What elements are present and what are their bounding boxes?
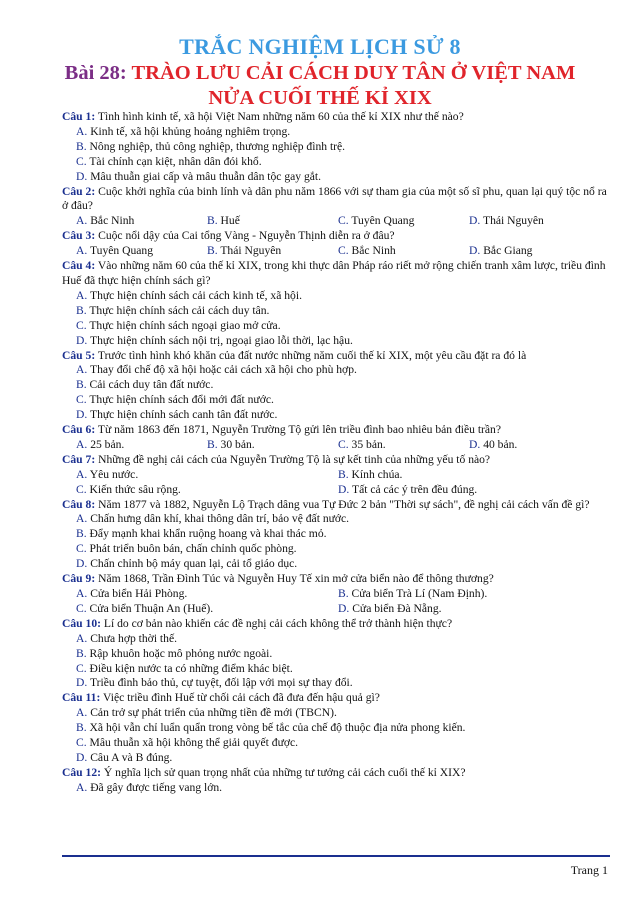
question-stem: Trước tình hình khó khăn của đất nước những năm cuối thế kỉ XIX, một yêu cầu đặt ra đó là	[97, 348, 527, 362]
lesson-prefix: Bài 28:	[64, 62, 127, 84]
answer-option	[76, 438, 207, 453]
question-text	[62, 766, 608, 781]
option-letter: B.	[76, 378, 87, 392]
option-text: Thay đổi chế độ xã hội hoặc cải cách xã hội cho phù hợp.	[89, 363, 357, 377]
answer-option	[469, 244, 600, 259]
question-text	[62, 617, 608, 632]
option-letter: C.	[76, 736, 87, 750]
option-text: Chấn chỉnh bộ máy quan lại, cải tổ giáo dục.	[90, 557, 298, 571]
answer-options	[76, 244, 608, 259]
option-letter: C.	[76, 318, 87, 332]
question-text	[62, 110, 608, 125]
option-letter: B.	[338, 587, 349, 600]
footer-divider	[62, 855, 610, 857]
answer-option	[76, 393, 274, 406]
question-text	[62, 498, 608, 513]
option-letter: D.	[76, 676, 88, 690]
option-text: Thực hiện chính sách cải cách duy tân.	[89, 303, 270, 317]
option-text: Tuyên Quang	[89, 244, 154, 258]
answer-option	[338, 587, 600, 602]
question-block	[62, 259, 608, 348]
question-stem: Năm 1868, Trần Đình Túc và Nguyễn Huy Tế xin mở cửa biển nào để thông thương?	[98, 572, 494, 586]
option-text: Phát triển buôn bán, chấn chỉnh quốc phòng.	[89, 542, 297, 556]
option-letter: B.	[76, 527, 87, 541]
option-letter: A.	[76, 437, 88, 451]
option-text: Huế	[220, 214, 240, 228]
option-letter: A.	[76, 587, 88, 600]
option-text: Tất cả các ý trên đều đúng.	[351, 482, 478, 496]
question-stem: Tình hình kinh tế, xã hội Việt Nam những năm 60 của thế kỉ XIX như thế nào?	[97, 110, 464, 123]
answer-option	[338, 468, 600, 483]
option-text: Thực hiện chính sách nội trị, ngoại giao lỗi thời, lạc hậu.	[89, 333, 353, 347]
question-label: Câu 3:	[62, 229, 96, 243]
question-text	[62, 185, 608, 215]
option-letter: C.	[338, 244, 349, 258]
answer-option	[338, 483, 600, 498]
question-block	[62, 185, 608, 230]
answer-option	[76, 632, 177, 645]
question-block	[62, 349, 608, 424]
answer-option	[76, 408, 277, 421]
answer-option	[76, 170, 321, 183]
question-label: Câu 8:	[62, 497, 96, 511]
option-text: Thái Nguyên	[220, 244, 282, 258]
answer-option	[76, 289, 302, 302]
question-block	[62, 617, 608, 692]
answer-option	[338, 214, 469, 229]
option-letter: B.	[76, 721, 87, 735]
option-letter: A.	[76, 467, 88, 481]
option-text: Cản trở sự phát triển của những tiền đề mới (TBCN).	[90, 706, 337, 720]
answer-option	[338, 244, 469, 259]
question-label: Câu 12:	[62, 765, 101, 779]
answer-options	[76, 706, 608, 766]
option-text: Cửa biển Hải Phòng.	[90, 587, 188, 600]
answer-option	[76, 140, 345, 153]
answer-option	[76, 319, 281, 332]
answer-option	[76, 676, 353, 689]
option-text: Mâu thuẫn giai cấp và mâu thuẫn dân tộc gay gắt.	[90, 169, 322, 183]
option-letter: D.	[76, 169, 88, 183]
answer-options	[76, 214, 608, 229]
answer-option	[76, 736, 298, 749]
option-text: 35 bản.	[351, 437, 386, 451]
question-label: Câu 9:	[62, 572, 96, 586]
option-text: Yêu nước.	[89, 467, 139, 481]
question-label: Câu 2:	[62, 184, 96, 198]
option-letter: A.	[76, 706, 88, 720]
option-text: Cửa biển Đà Nẵng.	[352, 601, 442, 615]
answer-options	[76, 438, 608, 453]
option-letter: A.	[76, 214, 88, 228]
question-text	[62, 572, 608, 587]
option-text: 40 bản.	[483, 437, 518, 451]
answer-option	[207, 214, 338, 229]
option-text: Chấn hưng dân khí, khai thông dân trí, bảo vệ đất nước.	[90, 512, 350, 526]
option-text: Chưa hợp thời thế.	[90, 631, 177, 645]
answer-option	[76, 602, 338, 617]
answer-option	[76, 378, 213, 391]
option-text: Thực hiện chính sách canh tân đất nước.	[89, 408, 278, 422]
option-text: Thực hiện chính sách cải cách kinh tế, xã hội.	[89, 288, 302, 302]
option-letter: A.	[76, 363, 88, 377]
option-letter: B.	[207, 244, 218, 258]
option-letter: D.	[469, 214, 481, 228]
question-label: Câu 10:	[62, 616, 101, 630]
page-number: Trang 1	[570, 863, 608, 877]
option-letter: D.	[338, 601, 350, 615]
answer-option	[76, 304, 269, 317]
question-text	[62, 229, 608, 244]
option-letter: C.	[76, 601, 87, 615]
question-block	[62, 691, 608, 766]
answer-option	[76, 662, 293, 675]
question-stem: Ý nghĩa lịch sử quan trọng nhất của những tư tưởng cải cách cuối thế kỉ XIX?	[103, 765, 466, 779]
question-list	[62, 110, 608, 796]
option-letter: A.	[76, 244, 88, 258]
answer-option	[76, 647, 272, 660]
answer-options	[76, 289, 608, 349]
option-text: Thực hiện chính sách đổi mới đất nước.	[89, 393, 274, 407]
question-block	[62, 423, 608, 453]
answer-options	[76, 512, 608, 572]
answer-options	[76, 781, 608, 796]
option-letter: A.	[76, 631, 88, 645]
option-text: Nông nghiệp, thủ công nghiệp, thương nghiệp đình trệ.	[89, 139, 346, 153]
option-letter: D.	[76, 750, 88, 764]
answer-option	[76, 542, 297, 555]
question-label: Câu 5:	[62, 348, 96, 362]
answer-option	[338, 438, 469, 453]
option-text: Kinh tế, xã hội khủng hoảng nghiêm trọng.	[90, 124, 291, 138]
question-stem: Việc triều đình Huế từ chối cải cách đã đưa đến hậu quả gì?	[103, 691, 380, 705]
question-block	[62, 572, 608, 617]
question-text	[62, 349, 608, 364]
answer-option	[76, 244, 207, 259]
option-text: Thái Nguyên	[482, 214, 544, 228]
option-letter: C.	[338, 214, 349, 228]
question-block	[62, 110, 608, 185]
answer-option	[76, 706, 337, 719]
answer-option	[338, 602, 600, 617]
answer-option	[76, 512, 349, 525]
option-text: Kính chúa.	[351, 467, 403, 481]
question-stem: Cuộc nổi dậy của Cai tổng Vàng - Nguyễn Thịnh diễn ra ở đâu?	[98, 229, 395, 243]
option-text: Mâu thuẫn xã hội không thể giải quyết được.	[89, 736, 299, 750]
option-text: Đã gây được tiếng vang lớn.	[90, 780, 223, 794]
option-text: Rập khuôn hoặc mô phỏng nước ngoài.	[89, 646, 273, 660]
option-text: 30 bản.	[220, 437, 255, 451]
option-letter: C.	[338, 437, 349, 451]
question-label: Câu 1:	[62, 110, 96, 123]
answer-options	[76, 363, 608, 423]
question-text	[62, 423, 608, 438]
option-text: Bắc Ninh	[351, 244, 396, 258]
answer-option	[76, 363, 357, 376]
answer-options	[76, 125, 608, 185]
option-text: Bắc Giang	[483, 244, 533, 258]
option-text: Bắc Ninh	[90, 214, 135, 228]
option-text: 25 bản.	[90, 437, 125, 451]
option-letter: D.	[469, 437, 481, 451]
question-block	[62, 229, 608, 259]
option-letter: A.	[76, 288, 88, 302]
option-letter: C.	[76, 393, 87, 407]
option-letter: D.	[76, 333, 88, 347]
option-letter: D.	[469, 244, 481, 258]
question-text	[62, 691, 608, 706]
answer-option	[76, 155, 262, 168]
option-letter: B.	[207, 214, 218, 228]
answer-option	[469, 214, 600, 229]
option-letter: C.	[76, 661, 87, 675]
answer-option	[76, 468, 338, 483]
answer-option	[76, 587, 338, 602]
question-stem: Năm 1877 và 1882, Nguyễn Lộ Trạch dâng vua Tự Đức 2 bản "Thời sự sách", đề nghị cải cách vấn đề gì?	[98, 497, 590, 511]
answer-option	[76, 527, 327, 540]
question-block	[62, 498, 608, 573]
answer-option	[207, 438, 338, 453]
answer-options	[76, 468, 608, 498]
option-letter: C.	[76, 542, 87, 556]
question-label: Câu 7:	[62, 452, 96, 466]
lesson-title-line-2: NỬA CUỐI THẾ KỈ XIX	[208, 87, 432, 109]
question-block	[62, 766, 608, 796]
answer-option	[76, 751, 172, 764]
option-letter: A.	[76, 780, 88, 794]
answer-option	[76, 781, 222, 794]
answer-option	[76, 125, 290, 138]
option-text: Tuyên Quang	[351, 214, 415, 228]
answer-options	[76, 632, 608, 692]
answer-option	[76, 483, 338, 498]
option-letter: C.	[76, 154, 87, 168]
option-text: Điều kiện nước ta có những điểm khác biệt.	[89, 661, 293, 675]
option-text: Kiến thức sâu rộng.	[89, 482, 181, 496]
answer-option	[76, 214, 207, 229]
question-block	[62, 453, 608, 498]
option-letter: B.	[76, 139, 87, 153]
option-letter: D.	[76, 557, 88, 571]
question-label: Câu 11:	[62, 691, 101, 705]
question-text	[62, 259, 608, 289]
question-stem: Từ năm 1863 đến 1871, Nguyễn Trường Tộ gửi lên triều đình bao nhiêu bản điều trần?	[97, 423, 502, 437]
document-title: TRẮC NGHIỆM LỊCH SỬ 8	[179, 34, 461, 59]
lesson-title-line-1	[0, 61, 640, 85]
question-stem: Cuộc khởi nghĩa của binh lính và dân phu năm 1866 với sự tham gia của một số sĩ phu, quan lại quý tộc nổ ra ở đâu?	[62, 184, 607, 213]
answer-option	[76, 334, 353, 347]
answer-option	[76, 721, 465, 734]
option-letter: D.	[338, 482, 350, 496]
option-letter: A.	[76, 124, 88, 138]
option-text: Cải cách duy tân đất nước.	[89, 378, 214, 392]
option-text: Đẩy mạnh khai khẩn ruộng hoang và khai thác mỏ.	[89, 527, 327, 541]
answer-option	[469, 438, 600, 453]
option-text: Xã hội vẫn chỉ luẩn quẩn trong vòng bế tắc của chế độ thuộc địa nửa phong kiến.	[89, 721, 466, 735]
answer-options	[76, 587, 608, 617]
option-text: Thực hiện chính sách ngoại giao mở cửa.	[89, 318, 281, 332]
question-label: Câu 4:	[62, 259, 96, 273]
option-letter: C.	[76, 482, 87, 496]
question-label: Câu 6:	[62, 423, 96, 437]
option-letter: B.	[76, 646, 87, 660]
question-stem: Lí do cơ bản nào khiến các đề nghị cải cách không thể trở thành hiện thực?	[103, 616, 453, 630]
option-text: Câu A và B đúng.	[90, 750, 173, 764]
question-text	[62, 453, 608, 468]
option-letter: A.	[76, 512, 88, 526]
option-text: Triều đình bảo thủ, cự tuyệt, đối lập với mọi sự thay đổi.	[89, 676, 353, 690]
option-text: Tài chính cạn kiệt, nhân dân đói khổ.	[89, 154, 262, 168]
question-stem: Những đề nghị cải cách của Nguyễn Trường Tộ là sự kết tinh của những yếu tố nào?	[98, 452, 491, 466]
lesson-title-text: TRÀO LƯU CẢI CÁCH DUY TÂN Ở VIỆT NAM	[131, 62, 576, 84]
option-letter: B.	[207, 437, 218, 451]
option-letter: D.	[76, 408, 88, 422]
option-text: Cửa biển Trà Lí (Nam Định).	[351, 587, 488, 600]
option-letter: B.	[76, 303, 87, 317]
option-text: Cửa biển Thuận An (Huế).	[89, 601, 214, 615]
answer-option	[76, 557, 297, 570]
answer-option	[207, 244, 338, 259]
question-stem: Vào những năm 60 của thế kỉ XIX, trong khi thực dân Pháp ráo riết mở rộng chiến tranh xâm lược, triều đình Huế đã thực hiện chính sách gì?	[62, 259, 606, 287]
option-letter: B.	[338, 467, 349, 481]
